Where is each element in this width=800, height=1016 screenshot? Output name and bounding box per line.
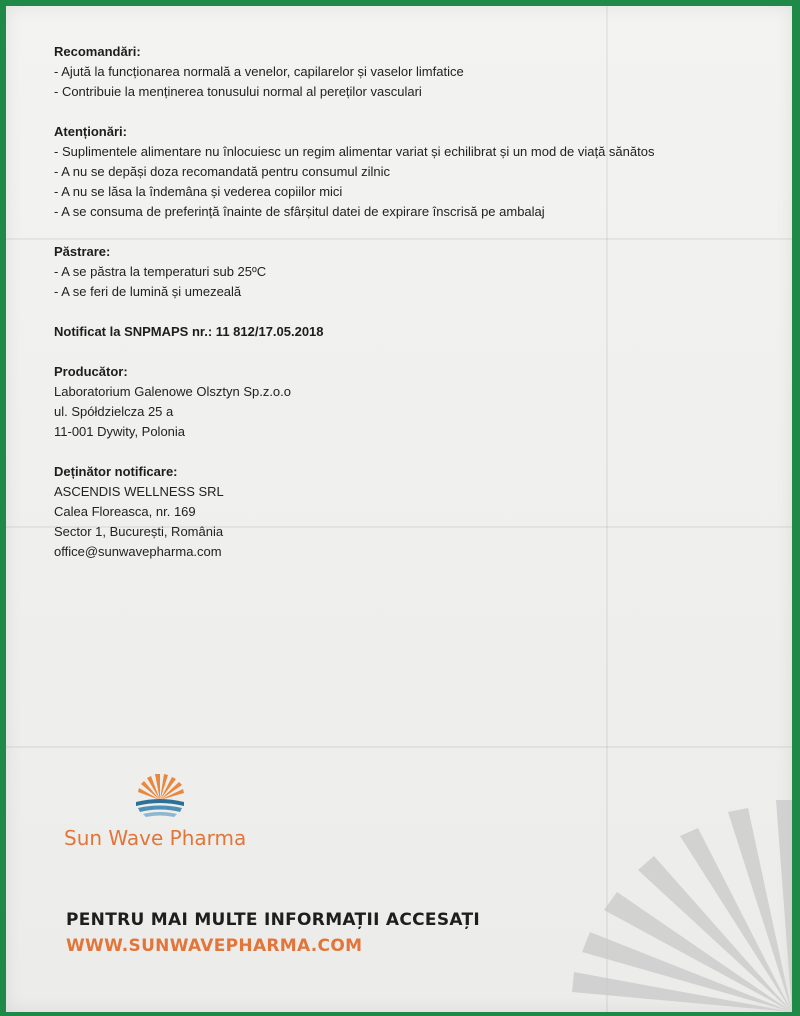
section-heading: Păstrare: bbox=[54, 244, 111, 259]
section-notification-holder bbox=[54, 462, 754, 562]
leaflet-page bbox=[6, 6, 792, 1012]
footer bbox=[66, 910, 626, 956]
email-address: office@sunwavepharma.com bbox=[54, 544, 222, 559]
list-item: - A se feri de lumină și umezeală bbox=[54, 284, 242, 299]
address-line: Calea Floreasca, nr. 169 bbox=[54, 504, 196, 519]
brand-name: Sun Wave Pharma bbox=[64, 826, 247, 850]
list-item: - A se consuma de preferință înainte de sfârșitul datei de expirare înscrisă pe ambalaj bbox=[54, 204, 545, 219]
address-line: 11-001 Dywity, Polonia bbox=[54, 424, 186, 439]
address-line: Sector 1, București, România bbox=[54, 524, 224, 539]
list-item: - Contribuie la menținerea tonusului normal al pereților vasculari bbox=[54, 84, 422, 99]
sun-wave-icon bbox=[134, 774, 186, 820]
section-heading: Recomandări: bbox=[54, 44, 141, 59]
more-info-text: PENTRU MAI MULTE INFORMAȚII ACCESAȚI bbox=[66, 910, 481, 930]
fold-line bbox=[6, 746, 792, 748]
section-heading: Producător: bbox=[54, 364, 128, 379]
section-heading: Deținător notificare: bbox=[54, 464, 178, 479]
list-item: - A nu se depăși doza recomandată pentru consumul zilnic bbox=[54, 164, 391, 179]
section-storage bbox=[54, 242, 754, 302]
list-item: - Ajută la funcționarea normală a venelor, capilarelor și vaselor limfatice bbox=[54, 64, 464, 79]
section-notification-number bbox=[54, 322, 754, 342]
list-item: - A se păstra la temperaturi sub 25ºC bbox=[54, 264, 267, 279]
notification-number: Notificat la SNPMAPS nr.: 11 812/17.05.2018 bbox=[54, 324, 324, 339]
section-producer bbox=[54, 362, 754, 442]
list-item: - A nu se lăsa la îndemâna și vederea copiilor mici bbox=[54, 184, 343, 199]
website-link[interactable]: WWW.SUNWAVEPHARMA.COM bbox=[66, 936, 363, 956]
address-line: ASCENDIS WELLNESS SRL bbox=[54, 484, 224, 499]
address-line: ul. Spółdzielcza 25 a bbox=[54, 404, 174, 419]
brand-logo bbox=[64, 774, 264, 864]
section-heading: Atenționări: bbox=[54, 124, 127, 139]
sun-rays-watermark bbox=[562, 792, 792, 1012]
section-warnings bbox=[54, 122, 754, 222]
address-line: Laboratorium Galenowe Olsztyn Sp.z.o.o bbox=[54, 384, 292, 399]
list-item: - Suplimentele alimentare nu înlocuiesc un regim alimentar variat și echilibrat și un mod de viață sănătos bbox=[54, 144, 655, 159]
leaflet-text bbox=[54, 42, 754, 582]
section-recommendations bbox=[54, 42, 754, 102]
